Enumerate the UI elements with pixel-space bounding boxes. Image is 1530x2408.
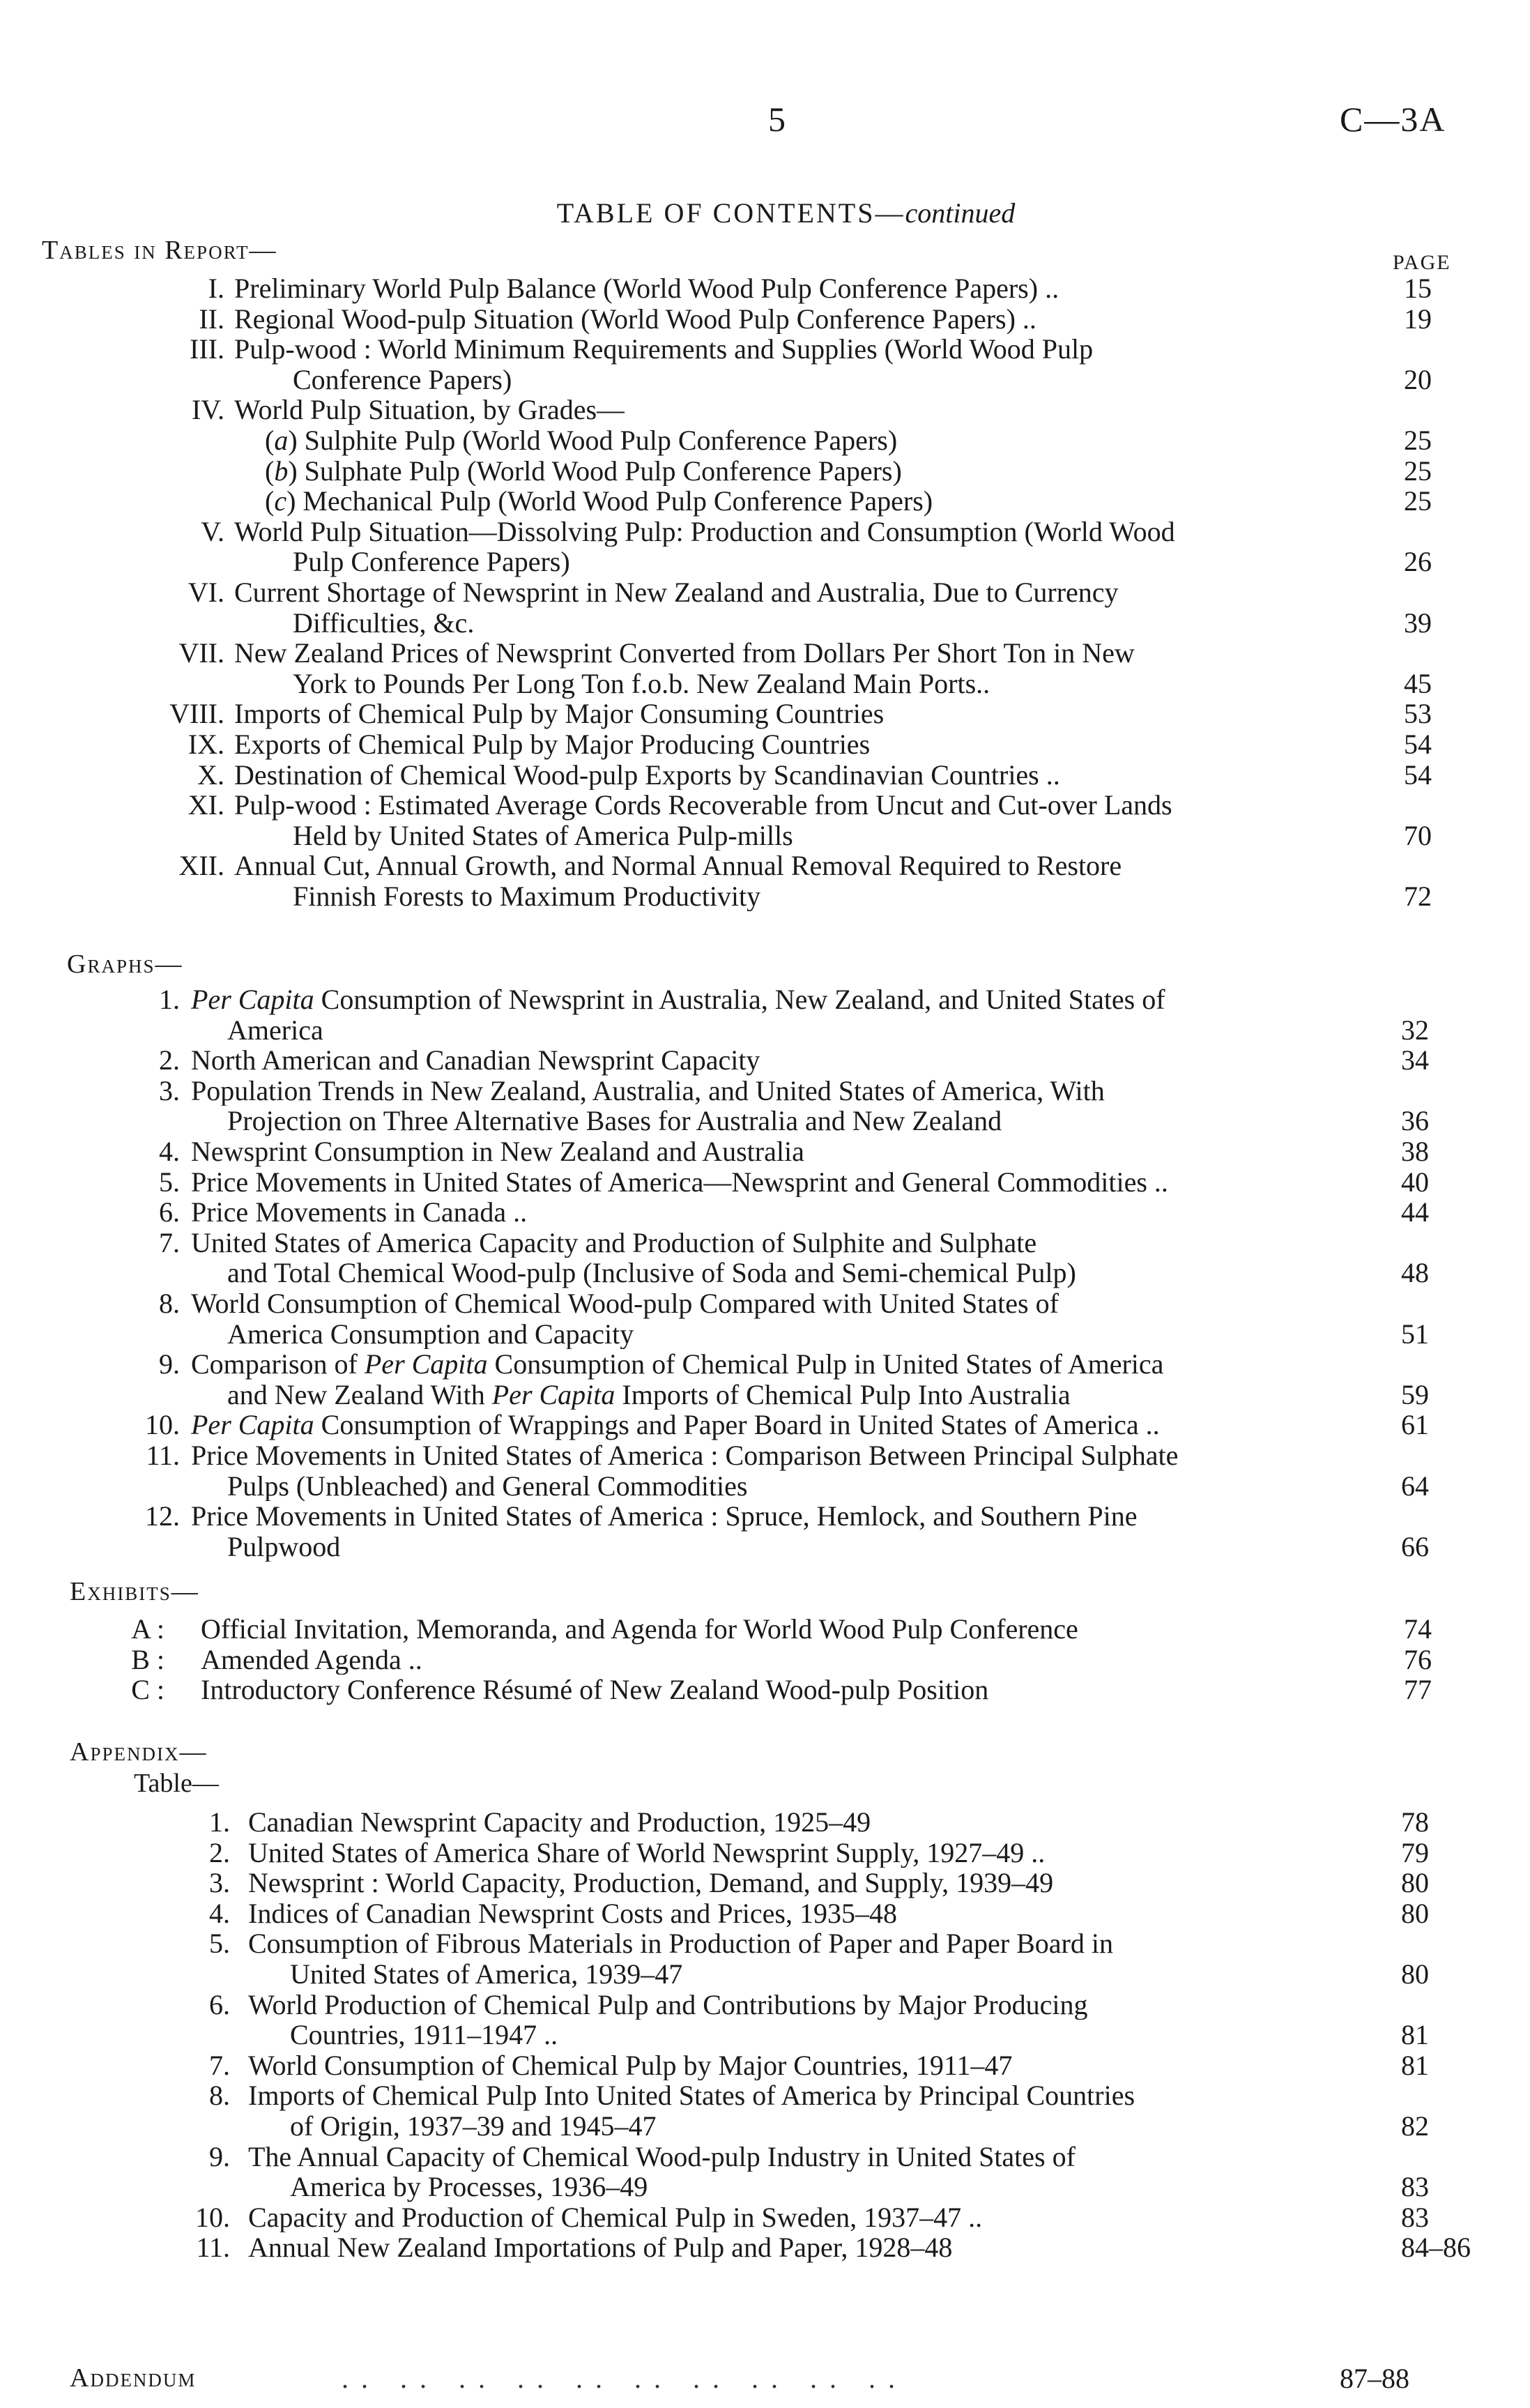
entry-title: Regional Wood-pulp Situation (World Wood Pulp Conference Papers) .. (234, 303, 1036, 335)
entry-title: Countries, 1911–1947 .. (290, 2020, 558, 2050)
entry-number: C : (131, 1674, 165, 1706)
toc-entry-line (0, 547, 1530, 577)
toc-entry-line (0, 1167, 1530, 1198)
entry-title: Finnish Forests to Maximum Productivity (293, 881, 761, 912)
toc-entry-line (0, 881, 1530, 912)
entry-title: Imports of Chemical Pulp by Major Consuming Countries (234, 699, 885, 729)
entry-title: Conference Papers) (293, 364, 512, 395)
toc-entry-line (0, 1898, 1530, 1929)
toc-entry-line (0, 1319, 1530, 1350)
entry-page: 79 (1401, 1836, 1429, 1868)
entry-number: 9. (209, 2140, 230, 2172)
entry-page: 80 (1401, 1867, 1429, 1899)
toc-entry-line (0, 790, 1530, 821)
toc-entry-line (0, 577, 1530, 608)
entry-number: 3. (209, 1867, 230, 1899)
entry-page: 54 (1404, 759, 1432, 791)
entry-title: Difficulties, &c. (293, 607, 475, 639)
entry-title: United States of America Share of World Newsprint Supply, 1927–49 .. (248, 1837, 1046, 1868)
toc-entry-line (0, 1228, 1530, 1258)
entry-page: 81 (1401, 2049, 1429, 2081)
toc-entry-line (0, 1645, 1530, 1675)
entry-number: 8. (159, 1287, 180, 1319)
entry-title: America by Processes, 1936–49 (290, 2172, 648, 2202)
entry-title: The Annual Capacity of Chemical Wood-pulp Industry in United States of (248, 2141, 1076, 2172)
entry-page: 81 (1401, 2019, 1429, 2051)
toc-entry-line (0, 1675, 1530, 1705)
entry-title: Official Invitation, Memoranda, and Agenda for World Wood Pulp Conference (201, 1614, 1078, 1645)
toc-entry-line (0, 2111, 1530, 2142)
entry-page: 38 (1401, 1135, 1429, 1167)
toc-entry-line (0, 2080, 1530, 2111)
entry-page: 82 (1401, 2110, 1429, 2142)
entry-title: and Total Chemical Wood-pulp (Inclusive of Soda and Semi-chemical Pulp) (227, 1258, 1076, 1288)
toc-entry-line (0, 760, 1530, 791)
entry-title: of Origin, 1937–39 and 1945–47 (290, 2110, 657, 2142)
entry-page: 36 (1401, 1105, 1429, 1137)
toc-entry-line (0, 273, 1530, 304)
entry-title: United States of America, 1939–47 (290, 1958, 683, 1990)
graphs-list (0, 984, 1530, 1562)
entry-number: 8. (209, 2080, 230, 2112)
entry-number: IV. (191, 394, 224, 426)
entry-number: 2. (159, 1044, 180, 1076)
page-column-heading: PAGE (1393, 251, 1451, 274)
entry-title: Comparison of Per Capita Consumption of Chemical Pulp in United States of America (191, 1349, 1164, 1380)
page-number: 5 (768, 100, 786, 139)
entry-page: 80 (1401, 1897, 1429, 1929)
entry-number: A : (131, 1613, 165, 1645)
entry-title: Annual Cut, Annual Growth, and Normal Annual Removal Required to Restore (234, 851, 1122, 881)
entry-page: 44 (1401, 1196, 1429, 1228)
entry-title: World Production of Chemical Pulp and Contributions by Major Producing (248, 1989, 1088, 2020)
document-code: C—3A (1340, 100, 1446, 139)
entry-title: Held by United States of America Pulp-mills (293, 820, 793, 851)
toc-entry-line (0, 425, 1530, 456)
toc-entry-line (0, 1136, 1530, 1167)
entry-number: 4. (159, 1135, 180, 1167)
entry-number: 7. (209, 2049, 230, 2081)
entry-number: X. (197, 759, 224, 791)
entry-number: 7. (159, 1226, 180, 1258)
entry-title: America Consumption and Capacity (227, 1318, 634, 1350)
entry-title: America (227, 1014, 323, 1046)
entry-page: 45 (1404, 667, 1432, 699)
toc-entry-line (0, 1838, 1530, 1868)
entry-title: (b) Sulphate Pulp (World Wood Pulp Conference Papers) (265, 455, 902, 487)
entry-number: 9. (159, 1348, 180, 1380)
entry-number: I. (208, 273, 224, 304)
toc-entry-line (0, 1990, 1530, 2020)
entry-title: Price Movements in Canada .. (191, 1197, 528, 1228)
entry-title: World Consumption of Chemical Wood-pulp Compared with United States of (191, 1288, 1059, 1319)
toc-entry-line (0, 2202, 1530, 2233)
entry-page: 20 (1404, 363, 1432, 395)
toc-entry-line (0, 638, 1530, 669)
toc-entry-line (0, 2232, 1530, 2263)
toc-entry-line (0, 1928, 1530, 1959)
exhibits-list (0, 1614, 1530, 1705)
entry-page: 83 (1401, 2201, 1429, 2233)
entry-title: Population Trends in New Zealand, Australia, and United States of America, With (191, 1075, 1105, 1106)
entry-title: World Pulp Situation—Dissolving Pulp: Production and Consumption (World Wood (234, 516, 1175, 547)
toc-title-continued: continued (905, 197, 1016, 229)
entry-page: 77 (1404, 1674, 1432, 1706)
entry-number: 1. (209, 1806, 230, 1838)
section-exhibits-heading: Exhibits— (70, 1577, 199, 1606)
entry-title: Pulps (Unbleached) and General Commodities (227, 1470, 748, 1502)
entry-page: 25 (1404, 455, 1432, 487)
entry-title: and New Zealand With Per Capita Imports of Chemical Pulp Into Australia (227, 1379, 1071, 1410)
entry-number: 11. (196, 2232, 230, 2264)
toc-entry-line (0, 699, 1530, 729)
entry-page: 51 (1401, 1318, 1429, 1350)
entry-title: Indices of Canadian Newsprint Costs and Prices, 1935–48 (248, 1898, 897, 1929)
section-tables-heading: Tables in Report— (42, 236, 277, 265)
entry-number: VIII. (169, 698, 224, 730)
addendum-page: 87–88 (1340, 2363, 1409, 2394)
entry-number: VII. (178, 637, 224, 669)
entry-title: Introductory Conference Résumé of New Zealand Wood-pulp Position (201, 1675, 989, 1705)
toc-entry-line (0, 1614, 1530, 1645)
entry-title: Destination of Chemical Wood-pulp Exports by Scandinavian Countries .. (234, 759, 1060, 791)
entry-title: New Zealand Prices of Newsprint Converted from Dollars Per Short Ton in New (234, 638, 1135, 669)
tables-list (0, 273, 1530, 911)
toc-entry-line (0, 365, 1530, 395)
entry-title: Newsprint Consumption in New Zealand and Australia (191, 1136, 804, 1167)
entry-title: World Pulp Situation, by Grades— (234, 395, 625, 425)
entry-title: North American and Canadian Newsprint Capacity (191, 1045, 760, 1076)
entry-page: 40 (1401, 1166, 1429, 1198)
entry-page: 76 (1404, 1643, 1432, 1675)
entry-title: Exports of Chemical Pulp by Major Producing Countries (234, 729, 871, 760)
toc-entry-line (0, 1410, 1530, 1440)
toc-entry-line (0, 2020, 1530, 2050)
entry-number: 6. (209, 1988, 230, 2020)
entry-title: Per Capita Consumption of Wrappings and Paper Board in United States of America .. (191, 1410, 1160, 1440)
addendum-label: Addendum (70, 2363, 197, 2393)
entry-page: 54 (1404, 728, 1432, 760)
toc-entry-line (0, 851, 1530, 881)
toc-entry-line (0, 1349, 1530, 1380)
entry-page: 15 (1404, 273, 1432, 304)
entry-page: 59 (1401, 1378, 1429, 1410)
toc-entry-line (0, 1440, 1530, 1471)
entry-number: III. (190, 333, 224, 365)
entry-page: 48 (1401, 1257, 1429, 1289)
entry-title: (a) Sulphite Pulp (World Wood Pulp Conference Papers) (265, 425, 898, 456)
entry-title: Per Capita Consumption of Newsprint in Australia, New Zealand, and United States of (191, 984, 1165, 1015)
toc-entry-line (0, 1501, 1530, 1532)
toc-entry-line (0, 821, 1530, 851)
entry-number: 1. (159, 984, 180, 1015)
toc-entry-line (0, 1106, 1530, 1136)
toc-entry-line (0, 1258, 1530, 1288)
entry-number: 11. (146, 1439, 180, 1471)
entry-page: 25 (1404, 424, 1432, 456)
entry-title: Capacity and Production of Chemical Pulp in Sweden, 1937–47 .. (248, 2202, 983, 2233)
toc-entry-line (0, 729, 1530, 760)
toc-entry-line (0, 1045, 1530, 1076)
entry-number: 3. (159, 1074, 180, 1106)
entry-page: 80 (1401, 1958, 1429, 1990)
toc-title (0, 198, 1530, 229)
entry-title: Pulp Conference Papers) (293, 547, 570, 577)
entry-page: 64 (1401, 1470, 1429, 1502)
addendum-row (0, 2363, 1530, 2394)
toc-entry-line (0, 456, 1530, 487)
toc-entry-line (0, 517, 1530, 547)
toc-entry-line (0, 2172, 1530, 2202)
toc-entry-line (0, 1197, 1530, 1228)
entry-page: 34 (1401, 1044, 1429, 1076)
entry-number: 10. (145, 1409, 180, 1441)
appendix-table-subheading: Table— (134, 1769, 219, 1798)
toc-entry-line (0, 486, 1530, 517)
entry-page: 72 (1404, 880, 1432, 912)
entry-title: Pulpwood (227, 1531, 341, 1562)
entry-page: 32 (1401, 1014, 1429, 1046)
entry-title: (c) Mechanical Pulp (World Wood Pulp Conference Papers) (265, 486, 933, 517)
entry-number: 12. (145, 1500, 180, 1532)
entry-title: Annual New Zealand Importations of Pulp and Paper, 1928–48 (248, 2232, 953, 2263)
entry-title: Price Movements in United States of America : Spruce, Hemlock, and Southern Pine (191, 1501, 1138, 1532)
entry-page: 39 (1404, 607, 1432, 639)
toc-entry-line (0, 1288, 1530, 1319)
entry-title: Price Movements in United States of America—Newsprint and General Commodities .. (191, 1166, 1168, 1198)
toc-entry-line (0, 304, 1530, 335)
entry-number: XI. (188, 789, 224, 821)
toc-title-main: TABLE OF CONTENTS— (556, 197, 905, 229)
entry-page: 83 (1401, 2171, 1429, 2203)
appendix-list (0, 1807, 1530, 2263)
entry-page: 66 (1401, 1530, 1429, 1562)
entry-page: 61 (1401, 1409, 1429, 1441)
entry-title: Pulp-wood : World Minimum Requirements and Supplies (World Wood Pulp (234, 334, 1094, 365)
entry-page: 25 (1404, 485, 1432, 517)
entry-page: 53 (1404, 698, 1432, 730)
toc-entry-line (0, 1868, 1530, 1898)
entry-title: Projection on Three Alternative Bases for Australia and New Zealand (227, 1106, 1002, 1136)
toc-entry-line (0, 984, 1530, 1015)
entry-page: 84–86 (1401, 2232, 1471, 2264)
toc-entry-line (0, 608, 1530, 639)
entry-title: United States of America Capacity and Production of Sulphite and Sulphate (191, 1227, 1037, 1258)
entry-number: 5. (159, 1166, 180, 1198)
entry-number: 2. (209, 1836, 230, 1868)
entry-title: Current Shortage of Newsprint in New Zealand and Australia, Due to Currency (234, 577, 1119, 608)
entry-number: V. (201, 515, 224, 547)
toc-entry-line (0, 1959, 1530, 1990)
section-graphs-heading: Graphs— (67, 950, 183, 979)
entry-page: 74 (1404, 1613, 1432, 1645)
entry-title: World Consumption of Chemical Pulp by Major Countries, 1911–47 (248, 2050, 1013, 2081)
section-appendix-heading: Appendix— (70, 1737, 208, 1767)
entry-number: VI. (188, 576, 224, 608)
entry-number: 6. (159, 1196, 180, 1228)
entry-page: 26 (1404, 546, 1432, 578)
entry-number: IX. (188, 728, 224, 760)
entry-number: B : (131, 1643, 165, 1675)
entry-title: Newsprint : World Capacity, Production, Demand, and Supply, 1939–49 (248, 1868, 1054, 1898)
toc-entry-line (0, 395, 1530, 425)
entry-title: Consumption of Fibrous Materials in Production of Paper and Paper Board in (248, 1928, 1113, 1959)
entry-number: 4. (209, 1897, 230, 1929)
toc-entry-line (0, 1532, 1530, 1562)
entry-title: Price Movements in United States of America : Comparison Between Principal Sulphate (191, 1440, 1179, 1471)
toc-entry-line (0, 1015, 1530, 1046)
entry-number: 5. (209, 1928, 230, 1960)
entry-page: 78 (1401, 1806, 1429, 1838)
toc-entry-line (0, 669, 1530, 699)
toc-entry-line (0, 2050, 1530, 2081)
toc-entry-line (0, 2142, 1530, 2172)
entry-page: 19 (1404, 303, 1432, 335)
toc-entry-line (0, 1076, 1530, 1106)
entry-title: Canadian Newsprint Capacity and Production, 1925–49 (248, 1807, 871, 1838)
entry-title: Amended Agenda .. (201, 1644, 422, 1675)
toc-entry-line (0, 1380, 1530, 1410)
toc-entry-line (0, 1471, 1530, 1502)
entry-title: Preliminary World Pulp Balance (World Wood Pulp Conference Papers) .. (234, 273, 1059, 304)
entry-page: 70 (1404, 819, 1432, 851)
addendum-leader: .. .. .. .. .. .. .. .. .. .. (342, 2363, 908, 2394)
entry-number: II. (199, 303, 224, 335)
entry-number: XII. (178, 850, 224, 882)
entry-title: Pulp-wood : Estimated Average Cords Recoverable from Uncut and Cut-over Lands (234, 790, 1172, 821)
entry-number: 10. (195, 2201, 230, 2233)
entry-title: York to Pounds Per Long Ton f.o.b. New Zealand Main Ports.. (293, 668, 990, 699)
entry-title: Imports of Chemical Pulp Into United States of America by Principal Countries (248, 2080, 1135, 2111)
toc-entry-line (0, 334, 1530, 365)
toc-entry-line (0, 1807, 1530, 1838)
